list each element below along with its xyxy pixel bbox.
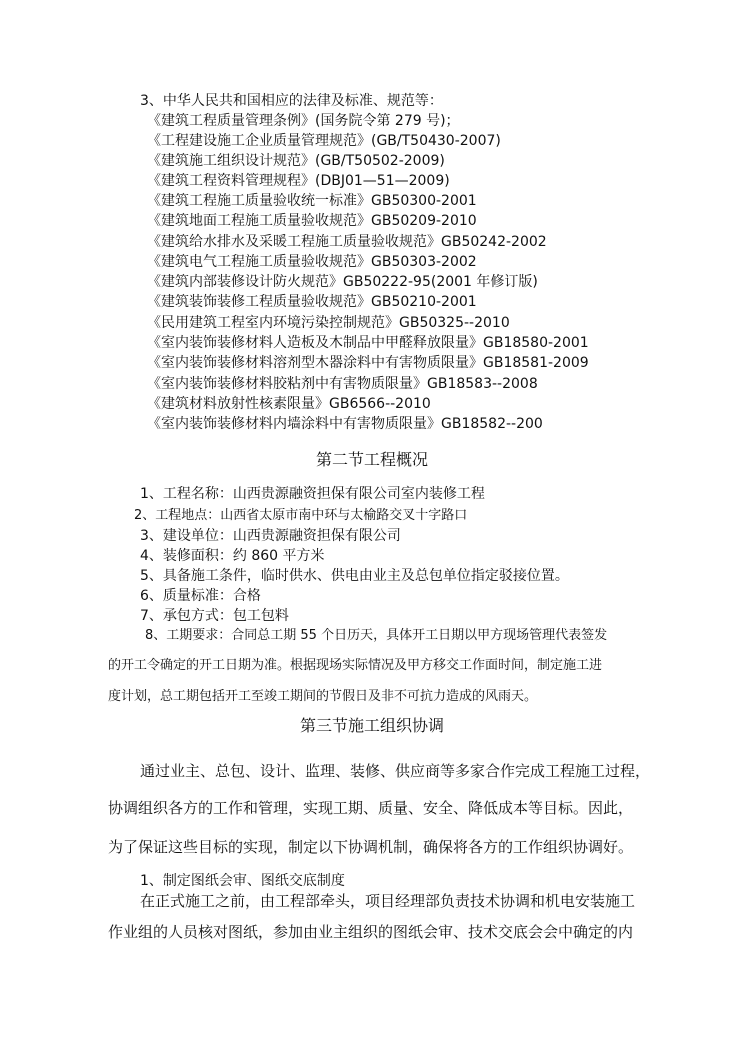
project-info-item: 8、工期要求：合同总工期 55 个日历天，具体开工日期以甲方现场管理代表签发 — [145, 628, 608, 643]
section-heading-project-overview: 第二节工程概况 — [315, 450, 428, 469]
standard-item: 《建筑装饰装修工程质量验收规范》GB50210-2001 — [147, 294, 477, 310]
paragraph-line: 协调组织各方的工作和管理，实现工期、质量、安全、降低成本等目标。因此， — [108, 799, 634, 817]
standard-item: 《建筑内部装修设计防火规范》GB50222-95(2001 年修订版) — [147, 274, 538, 290]
standard-item: 《室内装饰装修材料胶粘剂中有害物质限量》GB18583--2008 — [147, 376, 538, 392]
project-info-item: 4、装修面积：约 860 平方米 — [140, 548, 325, 564]
project-info-continuation: 度计划，总工期包括开工至竣工期间的节假日及非不可抗力造成的风雨天。 — [108, 689, 538, 704]
paragraph-line: 为了保证这些目标的实现，制定以下协调机制，确保将各方的工作组织协调好。 — [108, 838, 634, 856]
standard-item: 《建筑工程资料管理规程》(DBJ01—51—2009) — [147, 173, 450, 189]
drawing-review-subheading: 1、制定图纸会审、图纸交底制度 — [140, 873, 345, 889]
paragraph-line: 作业组的人员核对图纸，参加由业主组织的图纸会审、技术交底会会中确定的内 — [108, 923, 634, 941]
standard-item: 《室内装饰装修材料人造板及木制品中甲醛释放限量》GB18580-2001 — [147, 335, 589, 351]
section-heading-coordination: 第三节施工组织协调 — [299, 716, 444, 735]
standard-item: 《室内装饰装修材料内墙涂料中有害物质限量》GB18582--200 — [147, 416, 543, 432]
project-info-item: 6、质量标准：合格 — [140, 588, 261, 604]
project-info-item: 7、承包方式：包工包料 — [140, 608, 289, 624]
project-info-item: 5、具备施工条件，临时供水、供电由业主及总包单位指定驳接位置。 — [140, 568, 569, 584]
project-info-item: 2、工程地点：山西省太原市南中环与太榆路交叉十字路口 — [134, 508, 468, 523]
paragraph-line: 通过业主、总包、设计、监理、装修、供应商等多家合作完成工程施工过程， — [140, 762, 651, 780]
project-info-continuation: 的开工令确定的开工日期为准。根据现场实际情况及甲方移交工作面时间，制定施工进 — [108, 658, 603, 673]
standard-item: 《室内装饰装修材料溶剂型木器涂料中有害物质限量》GB18581-2009 — [147, 355, 589, 371]
standards-intro: 3、中华人民共和国相应的法律及标准、规范等： — [140, 93, 443, 109]
project-info-item: 3、建设单位：山西贵源融资担保有限公司 — [140, 528, 401, 544]
standard-item: 《工程建设施工企业质量管理规范》(GB/T50430-2007) — [147, 133, 501, 149]
standard-item: 《建筑电气工程施工质量验收规范》GB50303-2002 — [147, 254, 477, 270]
standard-item: 《建筑工程施工质量验收统一标准》GB50300-2001 — [147, 193, 477, 209]
standard-item: 《民用建筑工程室内环境污染控制规范》GB50325--2010 — [147, 315, 510, 331]
standard-item: 《建筑工程质量管理条例》(国务院令第 279 号)； — [147, 113, 460, 129]
standard-item: 《建筑施工组织设计规范》(GB/T50502-2009) — [147, 153, 445, 169]
paragraph-line: 在正式施工之前，由工程部牵头，项目经理部负责技术协调和机电安装施工 — [140, 892, 636, 910]
project-info-item: 1、工程名称：山西贵源融资担保有限公司室内装修工程 — [140, 486, 485, 502]
standard-item: 《建筑地面工程施工质量验收规范》GB50209-2010 — [147, 213, 477, 229]
standard-item: 《建筑给水排水及采暖工程施工质量验收规范》GB50242-2002 — [147, 234, 547, 250]
standard-item: 《建筑材料放射性核素限量》GB6566--2010 — [147, 396, 431, 412]
